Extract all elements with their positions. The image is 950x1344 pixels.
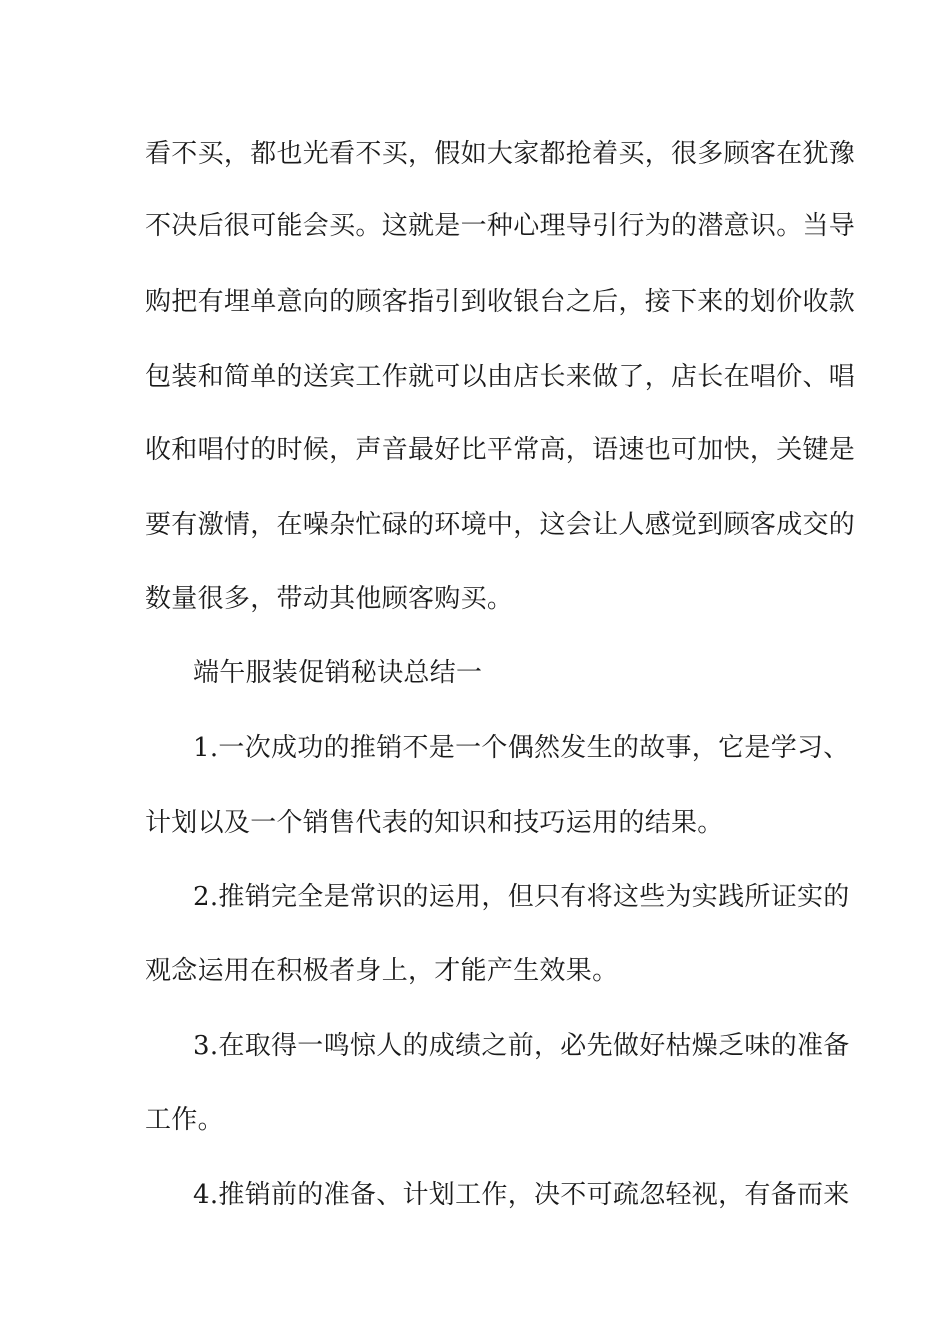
list-item-1: 1.一次成功的推销不是一个偶然发生的故事，它是学习、: [193, 733, 850, 763]
list-item-3: 3.在取得一鸣惊人的成绩之前，必先做好枯燥乏味的准备: [193, 1031, 850, 1061]
list-item-3-continued: 工作。: [145, 1105, 224, 1135]
body-text-line: 收和唱付的时候，声音最好比平常高，语速也可加快，关键是: [145, 435, 856, 465]
body-text-line: 不决后很可能会买。这就是一种心理导引行为的潜意识。当导: [145, 211, 856, 241]
list-item-4: 4.推销前的准备、计划工作，决不可疏忽轻视，有备而来: [193, 1180, 850, 1210]
list-item-1-continued: 计划以及一个销售代表的知识和技巧运用的结果。: [145, 808, 724, 838]
list-item-2-continued: 观念运用在积极者身上，才能产生效果。: [145, 956, 619, 986]
body-text-line: 数量很多，带动其他顾客购买。: [145, 584, 514, 614]
body-text-line: 包装和简单的送宾工作就可以由店长来做了，店长在唱价、唱: [145, 362, 856, 392]
body-text-line: 要有激情，在噪杂忙碌的环境中，这会让人感觉到顾客成交的: [145, 510, 856, 540]
body-text-line: 购把有埋单意向的顾客指引到收银台之后，接下来的划价收款: [145, 287, 856, 317]
list-item-2: 2.推销完全是常识的运用，但只有将这些为实践所证实的: [193, 882, 850, 912]
section-heading: 端午服装促销秘诀总结一: [193, 658, 483, 688]
body-text-line: 看不买，都也光看不买，假如大家都抢着买，很多顾客在犹豫: [145, 139, 856, 169]
